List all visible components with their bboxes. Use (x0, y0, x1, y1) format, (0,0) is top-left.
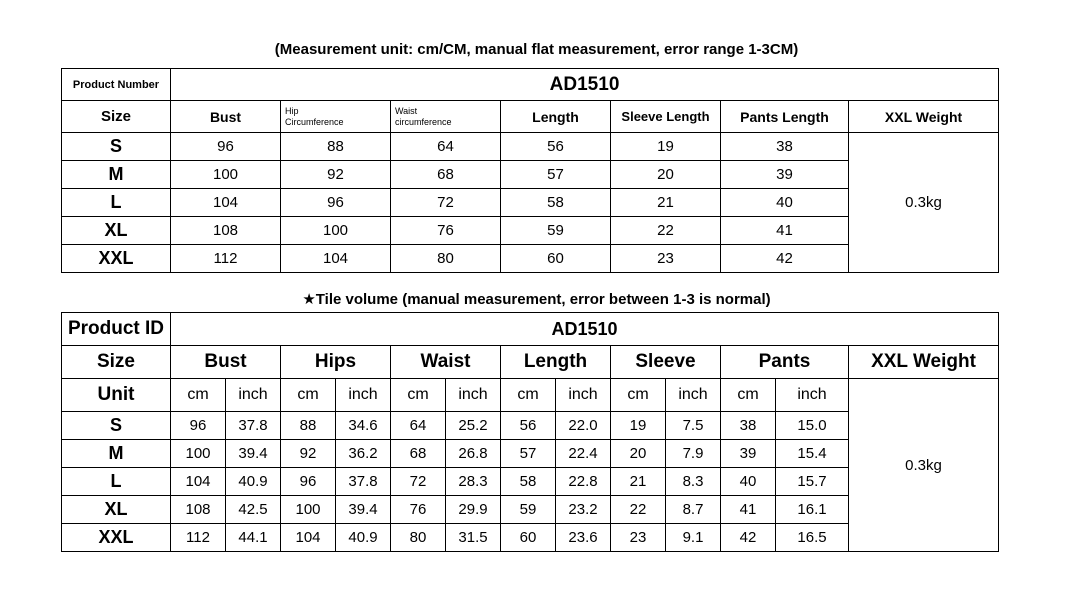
size-table-cm (61, 68, 999, 273)
waist-cell: 64 (391, 133, 501, 161)
pants-length-header: Pants Length (721, 101, 849, 133)
bust-cm-cell: 104 (171, 468, 226, 496)
waist-inch-cell: 28.3 (446, 468, 501, 496)
sleeve-inch-cell: 8.3 (666, 468, 721, 496)
sleeve-cell: 22 (611, 217, 721, 245)
waist-header (391, 101, 501, 133)
cm-unit: cm (171, 379, 226, 412)
cm-unit: cm (721, 379, 776, 412)
waist-cm-cell: 64 (391, 412, 446, 440)
inch-unit: inch (556, 379, 611, 412)
waist-inch-cell: 25.2 (446, 412, 501, 440)
hip-header (281, 101, 391, 133)
hips-cm-cell: 92 (281, 440, 336, 468)
waist-cm-cell: 68 (391, 440, 446, 468)
pants-cell: 42 (721, 245, 849, 273)
length-cell: 58 (501, 189, 611, 217)
size-table-cm-inch (61, 312, 999, 552)
sleeve-inch-cell: 7.5 (666, 412, 721, 440)
inch-unit: inch (776, 379, 849, 412)
pants-cm-cell: 40 (721, 468, 776, 496)
bust-cell: 112 (171, 245, 281, 273)
table-header-row (62, 346, 999, 379)
pants-inch-cell: 15.4 (776, 440, 849, 468)
length-cell: 57 (501, 161, 611, 189)
bust-cm-cell: 108 (171, 496, 226, 524)
length-cell: 60 (501, 245, 611, 273)
cm-unit: cm (611, 379, 666, 412)
pants-inch-cell: 15.7 (776, 468, 849, 496)
waist-cell: 76 (391, 217, 501, 245)
sleeve-cm-cell: 23 (611, 524, 666, 552)
hips-inch-cell: 37.8 (336, 468, 391, 496)
size-cell: L (62, 468, 171, 496)
waist-cm-cell: 76 (391, 496, 446, 524)
sleeve-cm-cell: 19 (611, 412, 666, 440)
bust-cell: 104 (171, 189, 281, 217)
inch-unit: inch (446, 379, 501, 412)
waist-cm-cell: 80 (391, 524, 446, 552)
waist-cell: 80 (391, 245, 501, 273)
sleeve-header: Sleeve (611, 346, 721, 379)
sleeve-cm-cell: 20 (611, 440, 666, 468)
length-cm-cell: 60 (501, 524, 556, 552)
bust-cm-cell: 112 (171, 524, 226, 552)
tile-volume-caption: ★Tile volume (manual measurement, error between 1-3 is normal) (302, 291, 771, 308)
waist-inch-cell: 31.5 (446, 524, 501, 552)
hip-cell: 96 (281, 189, 391, 217)
pants-cm-cell: 42 (721, 524, 776, 552)
pants-inch-cell: 16.5 (776, 524, 849, 552)
inch-unit: inch (666, 379, 721, 412)
length-cm-cell: 57 (501, 440, 556, 468)
unit-row (62, 379, 999, 412)
hip-cell: 92 (281, 161, 391, 189)
sleeve-inch-cell: 9.1 (666, 524, 721, 552)
hip-header-line1: Hip (285, 105, 299, 116)
bust-inch-cell: 42.5 (226, 496, 281, 524)
sleeve-cell: 20 (611, 161, 721, 189)
hips-inch-cell: 40.9 (336, 524, 391, 552)
length-cm-cell: 58 (501, 468, 556, 496)
sleeve-inch-cell: 7.9 (666, 440, 721, 468)
size-cell: XXL (62, 524, 171, 552)
hips-cm-cell: 104 (281, 524, 336, 552)
bust-header: Bust (171, 346, 281, 379)
sleeve-cm-cell: 22 (611, 496, 666, 524)
length-header: Length (501, 101, 611, 133)
measurement-caption: (Measurement unit: cm/CM, manual flat measurement, error range 1-3CM) (274, 41, 799, 58)
weight-header: XXL Weight (849, 101, 999, 133)
waist-cell: 68 (391, 161, 501, 189)
size-cell: L (62, 189, 171, 217)
hip-cell: 88 (281, 133, 391, 161)
size-header: Size (62, 346, 171, 379)
sleeve-cell: 23 (611, 245, 721, 273)
waist-header-line2: circumference (395, 116, 452, 127)
bust-inch-cell: 44.1 (226, 524, 281, 552)
length-cell: 59 (501, 217, 611, 245)
hips-header: Hips (281, 346, 391, 379)
hip-cell: 100 (281, 217, 391, 245)
bust-cell: 100 (171, 161, 281, 189)
product-number-value: AD1510 (171, 69, 999, 101)
hip-header-line2: Circumference (285, 116, 344, 127)
waist-header-line1: Waist (395, 105, 418, 116)
sleeve-cell: 19 (611, 133, 721, 161)
product-id-value: AD1510 (171, 313, 999, 346)
hips-inch-cell: 34.6 (336, 412, 391, 440)
size-cell: XXL (62, 245, 171, 273)
bust-cell: 96 (171, 133, 281, 161)
cm-unit: cm (281, 379, 336, 412)
length-inch-cell: 22.8 (556, 468, 611, 496)
bust-inch-cell: 40.9 (226, 468, 281, 496)
hips-cm-cell: 88 (281, 412, 336, 440)
sleeve-cm-cell: 21 (611, 468, 666, 496)
waist-inch-cell: 26.8 (446, 440, 501, 468)
pants-inch-cell: 15.0 (776, 412, 849, 440)
pants-cell: 39 (721, 161, 849, 189)
waist-cell: 72 (391, 189, 501, 217)
sleeve-cell: 21 (611, 189, 721, 217)
length-inch-cell: 22.0 (556, 412, 611, 440)
pants-cell: 38 (721, 133, 849, 161)
pants-cell: 41 (721, 217, 849, 245)
inch-unit: inch (336, 379, 391, 412)
size-cell: M (62, 440, 171, 468)
pants-cell: 40 (721, 189, 849, 217)
size-cell: S (62, 133, 171, 161)
bust-cm-cell: 96 (171, 412, 226, 440)
length-inch-cell: 23.6 (556, 524, 611, 552)
pants-cm-cell: 41 (721, 496, 776, 524)
table-header-row (62, 101, 999, 133)
weight-cell: 0.3kg (849, 379, 999, 552)
inch-unit: inch (226, 379, 281, 412)
bust-cm-cell: 100 (171, 440, 226, 468)
size-cell: M (62, 161, 171, 189)
length-inch-cell: 22.4 (556, 440, 611, 468)
hips-inch-cell: 39.4 (336, 496, 391, 524)
waist-inch-cell: 29.9 (446, 496, 501, 524)
hips-cm-cell: 100 (281, 496, 336, 524)
product-id-label: Product ID (62, 313, 171, 346)
cm-unit: cm (391, 379, 446, 412)
cm-unit: cm (501, 379, 556, 412)
pants-header: Pants (721, 346, 849, 379)
bust-inch-cell: 37.8 (226, 412, 281, 440)
unit-header: Unit (62, 379, 171, 412)
weight-header: XXL Weight (849, 346, 999, 379)
pants-inch-cell: 16.1 (776, 496, 849, 524)
bust-inch-cell: 39.4 (226, 440, 281, 468)
size-header: Size (62, 101, 171, 133)
weight-cell: 0.3kg (849, 133, 999, 273)
waist-cm-cell: 72 (391, 468, 446, 496)
length-header: Length (501, 346, 611, 379)
product-number-label: Product Number (62, 69, 171, 101)
length-cm-cell: 59 (501, 496, 556, 524)
size-cell: XL (62, 496, 171, 524)
sleeve-inch-cell: 8.7 (666, 496, 721, 524)
size-cell: S (62, 412, 171, 440)
pants-cm-cell: 39 (721, 440, 776, 468)
bust-cell: 108 (171, 217, 281, 245)
sleeve-length-header: Sleeve Length (611, 101, 721, 133)
table-row (62, 133, 999, 161)
hips-cm-cell: 96 (281, 468, 336, 496)
size-cell: XL (62, 217, 171, 245)
length-cm-cell: 56 (501, 412, 556, 440)
pants-cm-cell: 38 (721, 412, 776, 440)
waist-header: Waist (391, 346, 501, 379)
bust-header: Bust (171, 101, 281, 133)
hips-inch-cell: 36.2 (336, 440, 391, 468)
length-inch-cell: 23.2 (556, 496, 611, 524)
length-cell: 56 (501, 133, 611, 161)
hip-cell: 104 (281, 245, 391, 273)
